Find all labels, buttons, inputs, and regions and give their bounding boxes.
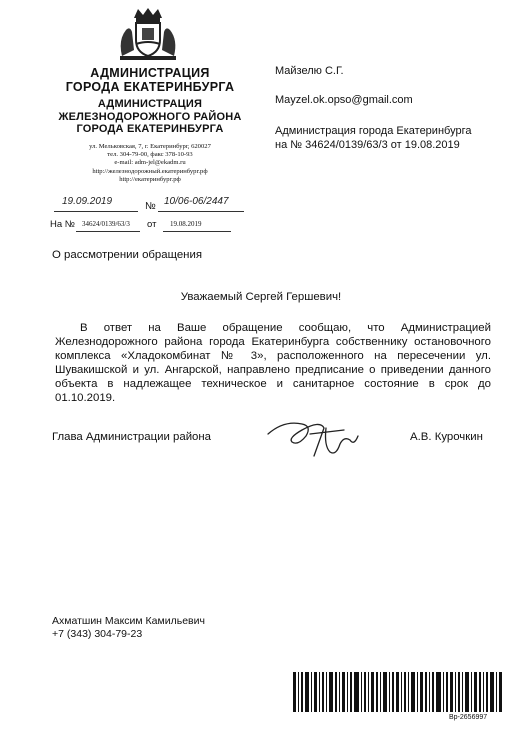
number-underline bbox=[158, 211, 244, 212]
reference-number: 34624/0139/63/3 bbox=[82, 220, 130, 228]
executor-phone: +7 (343) 304-79-23 bbox=[52, 628, 143, 640]
document-barcode bbox=[293, 672, 503, 712]
signatory-position: Глава Администрации района bbox=[52, 431, 212, 443]
org-address: ул. Мельковская, 7, г. Екатеринбург, 620027 bbox=[89, 143, 211, 150]
reference-prefix: На № bbox=[50, 219, 75, 230]
org-phone: тел. 304-79-00, факс 378-10-93 bbox=[107, 151, 193, 159]
outgoing-number: 10/06-06/2447 bbox=[164, 196, 229, 207]
suborg-name-line1: АДМИНИСТРАЦИЯ bbox=[97, 98, 203, 110]
suborg-name-line2: ЖЕЛЕЗНОДОРОЖНОГО РАЙОНА bbox=[58, 110, 242, 123]
org-website-city: http://екатеринбург.рф bbox=[119, 175, 181, 183]
letter-subject: О рассмотрении обращения bbox=[52, 249, 202, 261]
outgoing-date: 19.09.2019 bbox=[62, 196, 113, 207]
addressee-reference-line2: на № 34624/0139/63/3 от 19.08.2019 bbox=[275, 139, 460, 151]
signatory-name: А.В. Курочкин bbox=[410, 431, 483, 443]
org-email: e-mail: adm-jel@ekadm.ru bbox=[114, 159, 186, 167]
date-underline bbox=[54, 211, 138, 212]
addressee-reference-line1: Администрация города Екатеринбурга bbox=[275, 125, 472, 137]
org-website-district: http://железнодорожный.екатеринбург.рф bbox=[92, 167, 208, 175]
reference-number-underline bbox=[76, 231, 140, 232]
org-name-line1: АДМИНИСТРАЦИЯ bbox=[90, 66, 210, 80]
addressee-email: Mayzel.ok.opso@gmail.com bbox=[275, 94, 413, 106]
salutation: Уважаемый Сергей Гершевич! bbox=[180, 291, 342, 303]
addressee-name: Майзелю С.Г. bbox=[275, 65, 344, 77]
letter-body: В ответ на Ваше обращение сообщаю, что Администрацией Железнодорожного района города Екатеринбурга собственнику остановочного комплекса «Хладокомбинат № 3», расположенного на пересечении ул. Шувакишской и ул. Ангарской, направлено предписание о приведении данного объекта в надлежащее техническое и санитарное состояние в срок до 01.10.2019. bbox=[55, 322, 491, 404]
reference-from-label: от bbox=[147, 219, 157, 230]
handwritten-signature bbox=[262, 412, 372, 466]
executor-name: Ахматшин Максим Камильевич bbox=[52, 615, 205, 627]
number-label: № bbox=[145, 201, 156, 212]
suborg-name-line3: ГОРОДА ЕКАТЕРИНБУРГА bbox=[76, 123, 224, 135]
reference-date-underline bbox=[163, 231, 231, 232]
barcode-id: Вр-2656997 bbox=[449, 714, 488, 721]
reference-date: 19.08.2019 bbox=[170, 220, 202, 228]
coat-of-arms-icon bbox=[112, 6, 184, 62]
org-name-line2: ГОРОДА ЕКАТЕРИНБУРГА bbox=[65, 80, 235, 94]
